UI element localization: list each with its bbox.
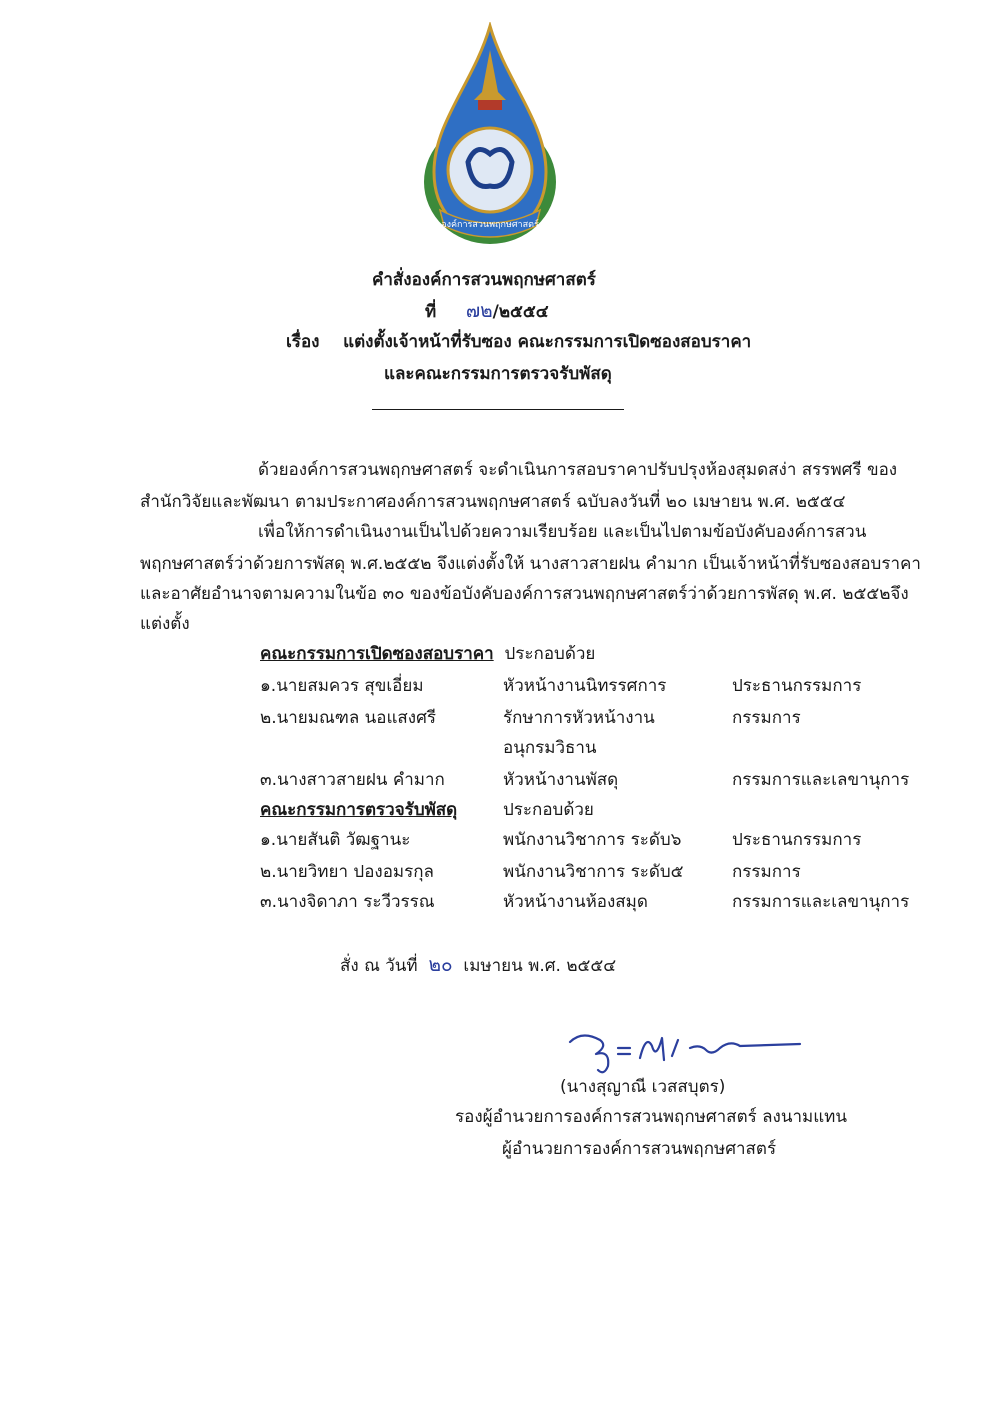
committee-2-suffix: ประกอบด้วย [503, 800, 594, 820]
order-date [340, 950, 616, 980]
signatory-title-1: รองผู้อำนวยการองค์การสวนพฤกษศาสตร์ ลงนามแทน [455, 1107, 848, 1127]
subject-label: เรื่อง [286, 332, 320, 352]
committee-1-member-row [0, 766, 1000, 798]
paragraph-2-line-1: เพื่อให้การดำเนินงานเป็นไปด้วยความเรียบร้อย และเป็นไปตามข้อบังคับองค์การสวน [258, 522, 867, 542]
paragraph-1-line-1: ด้วยองค์การสวนพฤกษศาสตร์ จะดำเนินการสอบราคาปรับปรุงห้องสุมดสง่า สรรพศรี ของ [258, 460, 898, 480]
subject-text-1: แต่งตั้งเจ้าหน้าที่รับซอง คณะกรรมการเปิดซองสอบราคา [343, 332, 752, 352]
member-position: หัวหน้างานนิทรรศการ [503, 676, 667, 696]
member-name: ๓.นางสาวสายฝน คำมาก [260, 770, 445, 790]
committee-1-member-row [0, 704, 1000, 736]
member-role: ประธานกรรมการ [732, 830, 862, 850]
member-name: ๑.นายสมควร สุขเอี่ยม [260, 676, 424, 696]
member-name: ๒.นายมณฑล นอแสงศรี [260, 708, 437, 728]
member-position: รักษาการหัวหน้างาน [503, 708, 655, 728]
member-role: กรรมการ [732, 862, 801, 882]
member-role: กรรมการ [732, 708, 801, 728]
order-title: คำสั่งองค์การสวนพฤกษศาสตร์ [372, 270, 596, 290]
committee-2-title: คณะกรรมการตรวจรับพัสดุ [260, 800, 458, 820]
member-role: ประธานกรรมการ [732, 676, 862, 696]
order-number [425, 296, 549, 326]
order-number-handwritten: ๗๒ [465, 300, 493, 322]
member-position: พนักงานวิชาการ ระดับ๕ [503, 862, 684, 882]
member-role: กรรมการและเลขานุการ [732, 770, 910, 790]
committee-2-member-row [0, 858, 1000, 890]
seal-crown-base [478, 100, 502, 110]
member-name: ๒.นายวิทยา ปองอมรกุล [260, 862, 434, 882]
committee-1-suffix: ประกอบด้วย [504, 644, 596, 664]
date-rest: เมษายน พ.ศ. ๒๕๕๔ [463, 956, 617, 976]
committee-2-heading [0, 796, 1000, 828]
order-number-suffix: /๒๕๕๔ [492, 302, 549, 322]
organization-seal-logo [420, 22, 560, 250]
member-role: กรรมการและเลขานุการ [732, 892, 910, 912]
paragraph-2-line-2: พฤกษศาสตร์ว่าด้วยการพัสดุ พ.ศ.๒๕๕๒ จึงแต่งตั้งให้ นางสาวสายฝน คำมาก เป็นเจ้าหน้าที่รับซองสอบราคา [140, 554, 921, 574]
subject-line [286, 328, 751, 355]
committee-2-member-row [0, 826, 1000, 858]
date-day-handwritten: ๒๐ [428, 954, 453, 976]
committee-2-member-row [0, 888, 1000, 920]
member-name: ๓.นางจิดาภา ระวีวรรณ [260, 892, 435, 912]
order-number-label: ที่ [425, 302, 437, 322]
committee-1-title: คณะกรรมการเปิดซองสอบราคา [260, 644, 494, 664]
paragraph-2-line-3: และอาศัยอำนาจตามความในข้อ ๓๐ ของข้อบังคับองค์การสวนพฤกษศาสตร์ว่าด้วยการพัสดุ พ.ศ. ๒๕๕๒จึง [140, 584, 909, 604]
signatory-title-2: ผู้อำนวยการองค์การสวนพฤกษศาสตร์ [502, 1139, 777, 1159]
paragraph-1-line-2: สำนักวิจัยและพัฒนา ตามประกาศองค์การสวนพฤกษศาสตร์ ฉบับลงวันที่ ๒๐ เมษายน พ.ศ. ๒๕๕๔ [140, 492, 846, 512]
member-position: หัวหน้างานพัสดุ [503, 770, 619, 790]
seal-text: องค์การสวนพฤกษศาสตร์ [441, 220, 539, 230]
member-position-continued: อนุกรมวิธาน [503, 738, 597, 758]
header-divider [372, 409, 624, 410]
paragraph-2-line-4: แต่งตั้ง [140, 614, 190, 634]
date-prefix: สั่ง ณ วันที่ [340, 956, 418, 976]
member-position: พนักงานวิชาการ ระดับ๖ [503, 830, 682, 850]
subject-text-2: และคณะกรรมการตรวจรับพัสดุ [384, 364, 612, 384]
committee-1-member-row [0, 672, 1000, 704]
committee-1-heading [0, 640, 1000, 672]
member-name: ๑.นายสันติ วัฒฐานะ [260, 830, 411, 850]
member-position: หัวหน้างานห้องสมุด [503, 892, 648, 912]
seal-inner-circle [448, 128, 532, 212]
signatory-name: (นางสุญาณี เวสสบุตร) [560, 1077, 726, 1097]
committee-1-member-row-continued [0, 734, 1000, 766]
signature [560, 1020, 820, 1080]
